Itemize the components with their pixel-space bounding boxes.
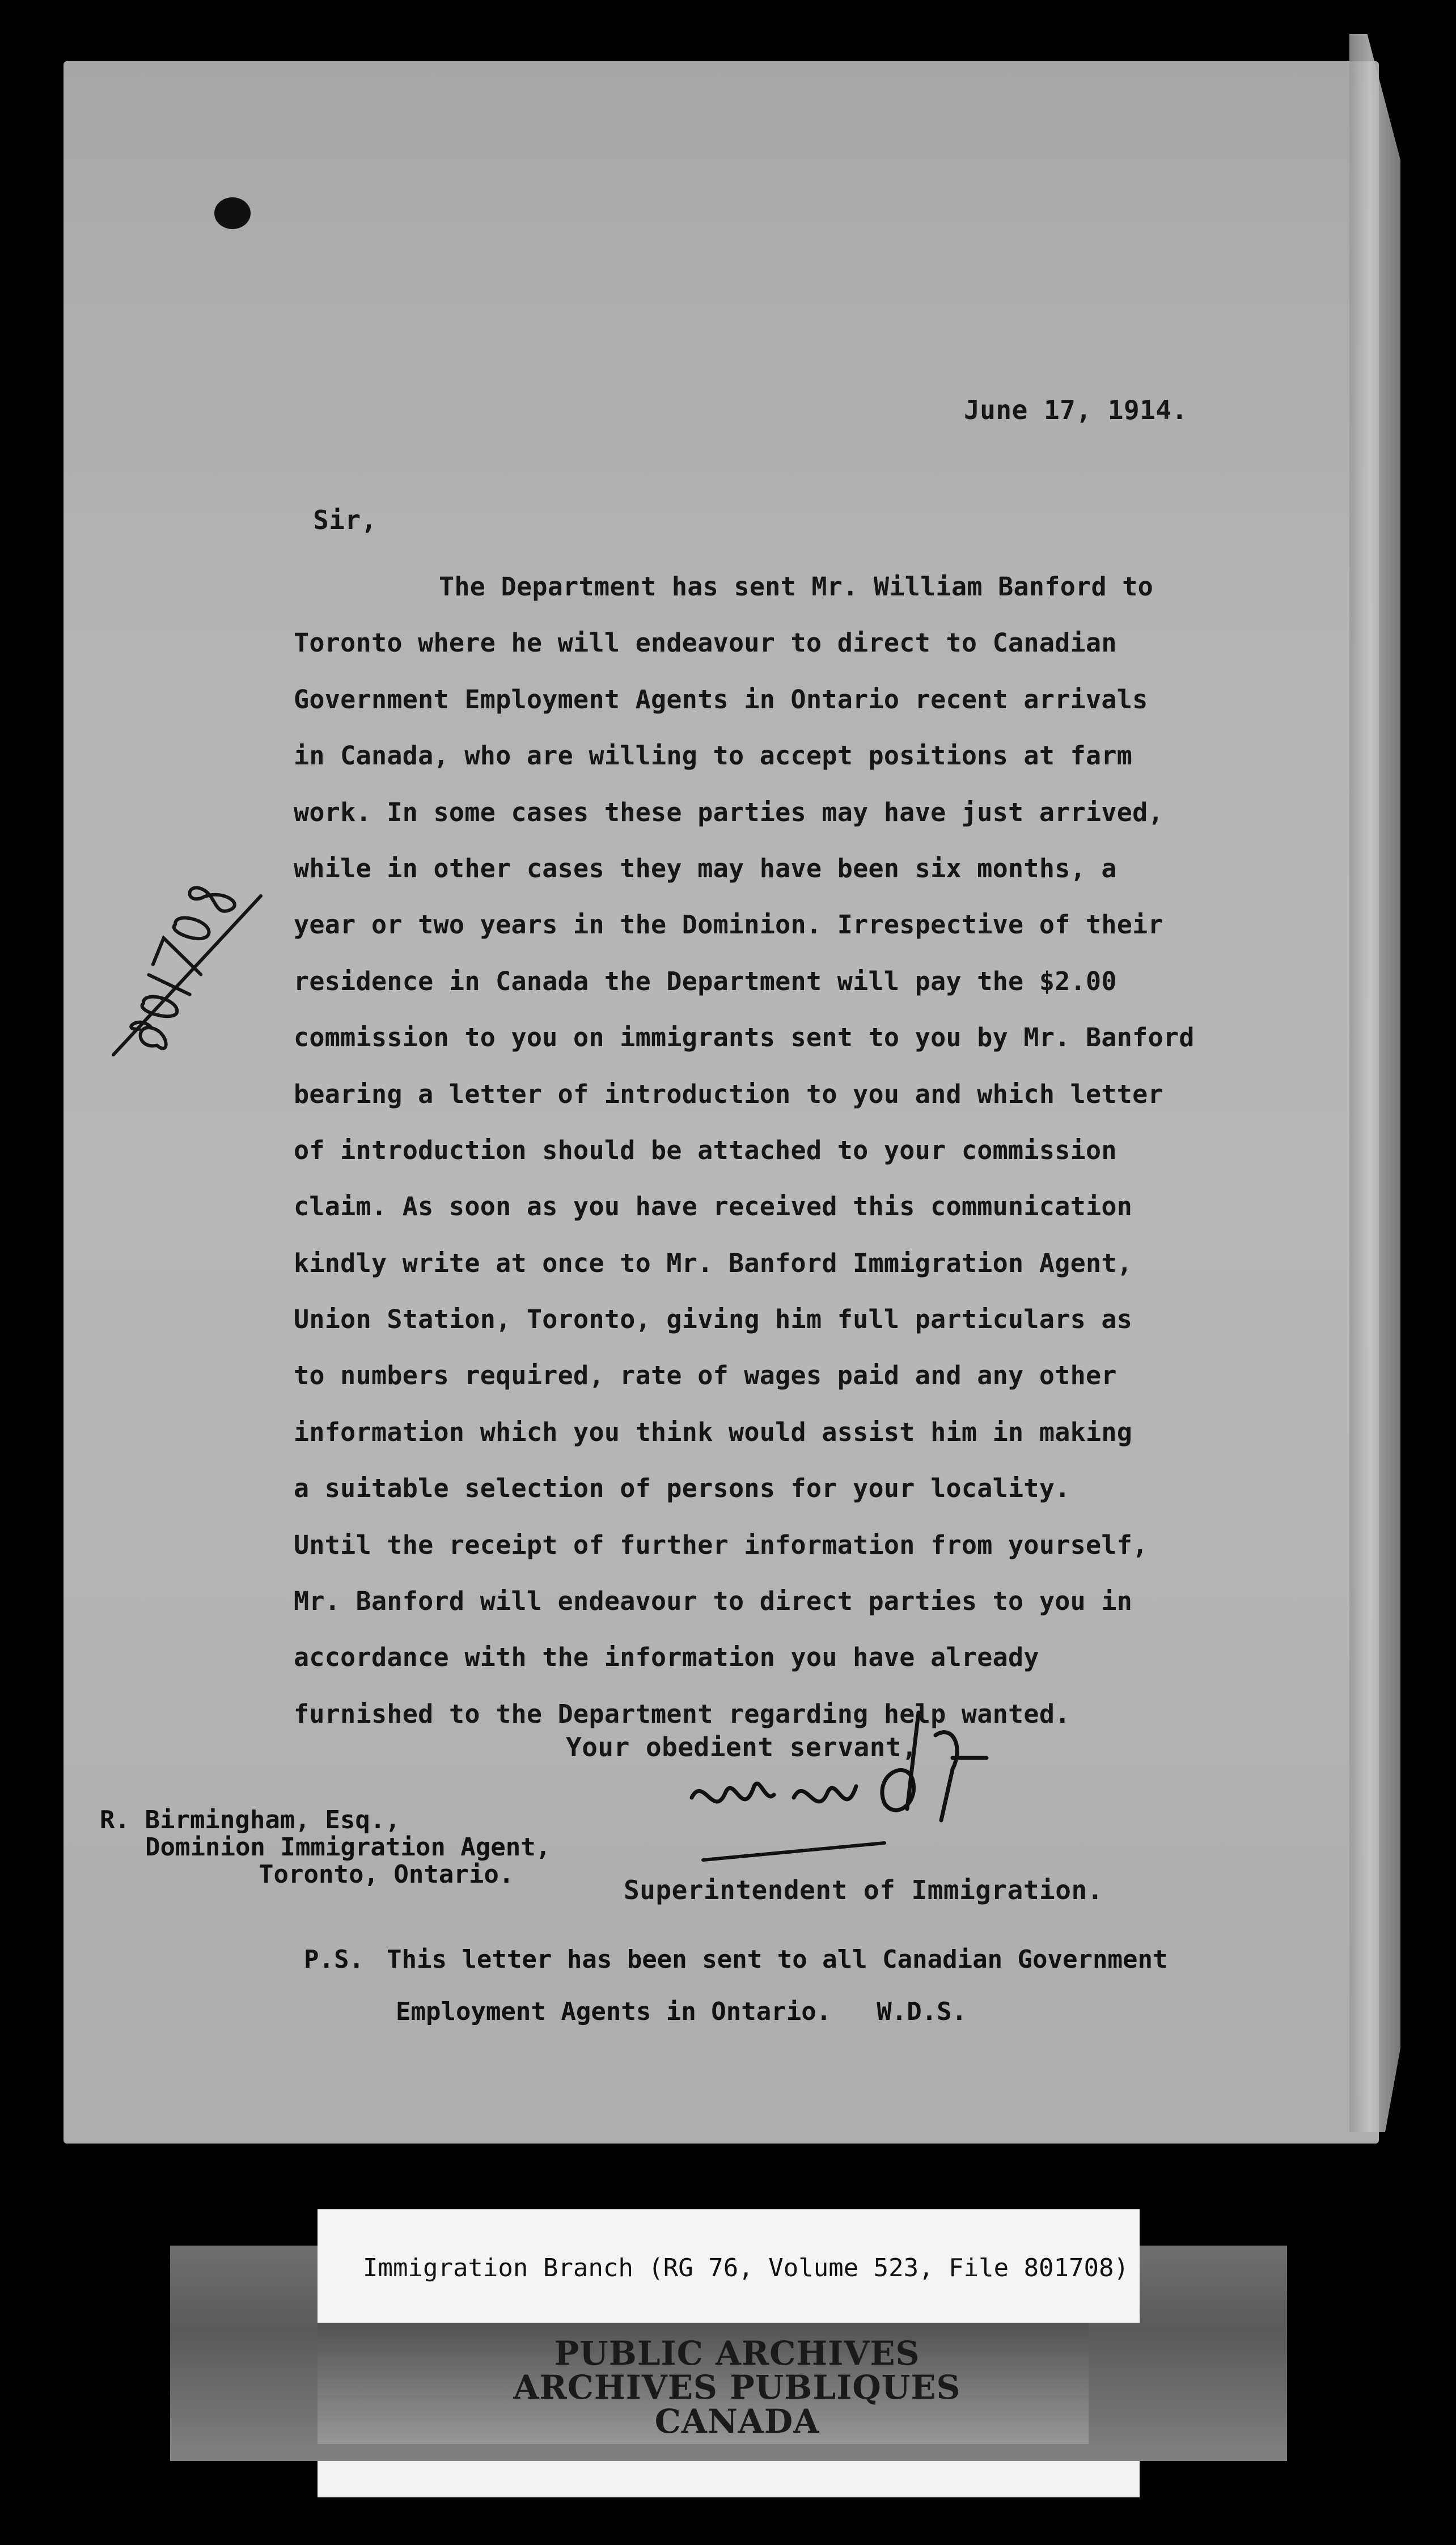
postscript-text-2: Employment Agents in Ontario.	[396, 1997, 832, 2026]
body-line: Government Employment Agents in Ontario recent arrivals	[294, 684, 1148, 715]
body-line: The Department has sent Mr. William Banford to	[439, 572, 1154, 602]
body-line: claim. As soon as you have received this communication	[294, 1191, 1133, 1222]
stamp-line: PUBLIC ARCHIVES	[554, 2334, 920, 2373]
body-line: kindly write at once to Mr. Banford Immigration Agent,	[294, 1248, 1133, 1278]
body-line: year or two years in the Dominion. Irrespective of their	[294, 910, 1163, 940]
body-line: of introduction should be attached to your commission	[294, 1135, 1117, 1165]
body-line: to numbers required, rate of wages paid and any other	[294, 1360, 1117, 1391]
letter-body	[294, 559, 1292, 1742]
closing-line: Your obedient servant,	[566, 1732, 918, 1762]
postscript-initials: W.D.S.	[877, 1997, 967, 2026]
letter-date: June 17, 1914.	[964, 395, 1188, 425]
stamp-line: CANADA	[654, 2402, 820, 2441]
body-line: work. In some cases these parties may have just arrived,	[294, 797, 1163, 827]
handwritten-file-number	[91, 862, 272, 1077]
salutation: Sir,	[313, 505, 377, 535]
recipient-location: Toronto, Ontario.	[259, 1860, 514, 1889]
postscript-line-2	[304, 1986, 1167, 2038]
body-line: Until the receipt of further information from yourself,	[294, 1529, 1148, 1560]
handwritten-signature	[669, 1690, 1009, 1871]
body-line: bearing a letter of introduction to you and which letter	[294, 1079, 1163, 1109]
body-line: accordance with the information you have already	[294, 1642, 1039, 1673]
body-line: in Canada, who are willing to accept positions at farm	[294, 741, 1133, 771]
body-line: Toronto where he will endeavour to direct to Canadian	[294, 628, 1117, 658]
body-line: a suitable selection of persons for your locality.	[294, 1473, 1070, 1504]
recipient-address	[100, 1807, 551, 1888]
body-line: while in other cases they may have been six months, a	[294, 853, 1117, 883]
postscript-text-1: This letter has been sent to all Canadian Government	[386, 1945, 1168, 1974]
body-line: Union Station, Toronto, giving him full particulars as	[294, 1304, 1133, 1335]
postscript-label: P.S.	[304, 1945, 364, 1974]
postscript-line-1	[304, 1934, 1167, 1986]
label-bottom-strip	[318, 2461, 1140, 2497]
postscript	[304, 1934, 1167, 2038]
stamp-line: ARCHIVES PUBLIQUES	[513, 2368, 961, 2407]
body-line: commission to you on immigrants sent to you by Mr. Banford	[294, 1022, 1195, 1053]
body-line: Mr. Banford will endeavour to direct parties to you in	[294, 1586, 1133, 1617]
body-line: furnished to the Department regarding help wanted.	[294, 1698, 1070, 1729]
signatory-title: Superintendent of Immigration.	[624, 1875, 1103, 1905]
body-line: information which you think would assist him in making	[294, 1417, 1133, 1447]
body-line: residence in Canada the Department will pay the $2.00	[294, 966, 1117, 996]
page-curl-edge	[1349, 34, 1400, 2132]
recipient-position: Dominion Immigration Agent,	[145, 1833, 551, 1862]
recipient-name: R. Birmingham, Esq.,	[100, 1806, 400, 1834]
archive-caption: Immigration Branch (RG 76, Volume 523, File 801708)	[363, 2254, 1129, 2282]
punch-hole	[214, 197, 251, 229]
archives-stamp	[454, 2334, 1021, 2441]
